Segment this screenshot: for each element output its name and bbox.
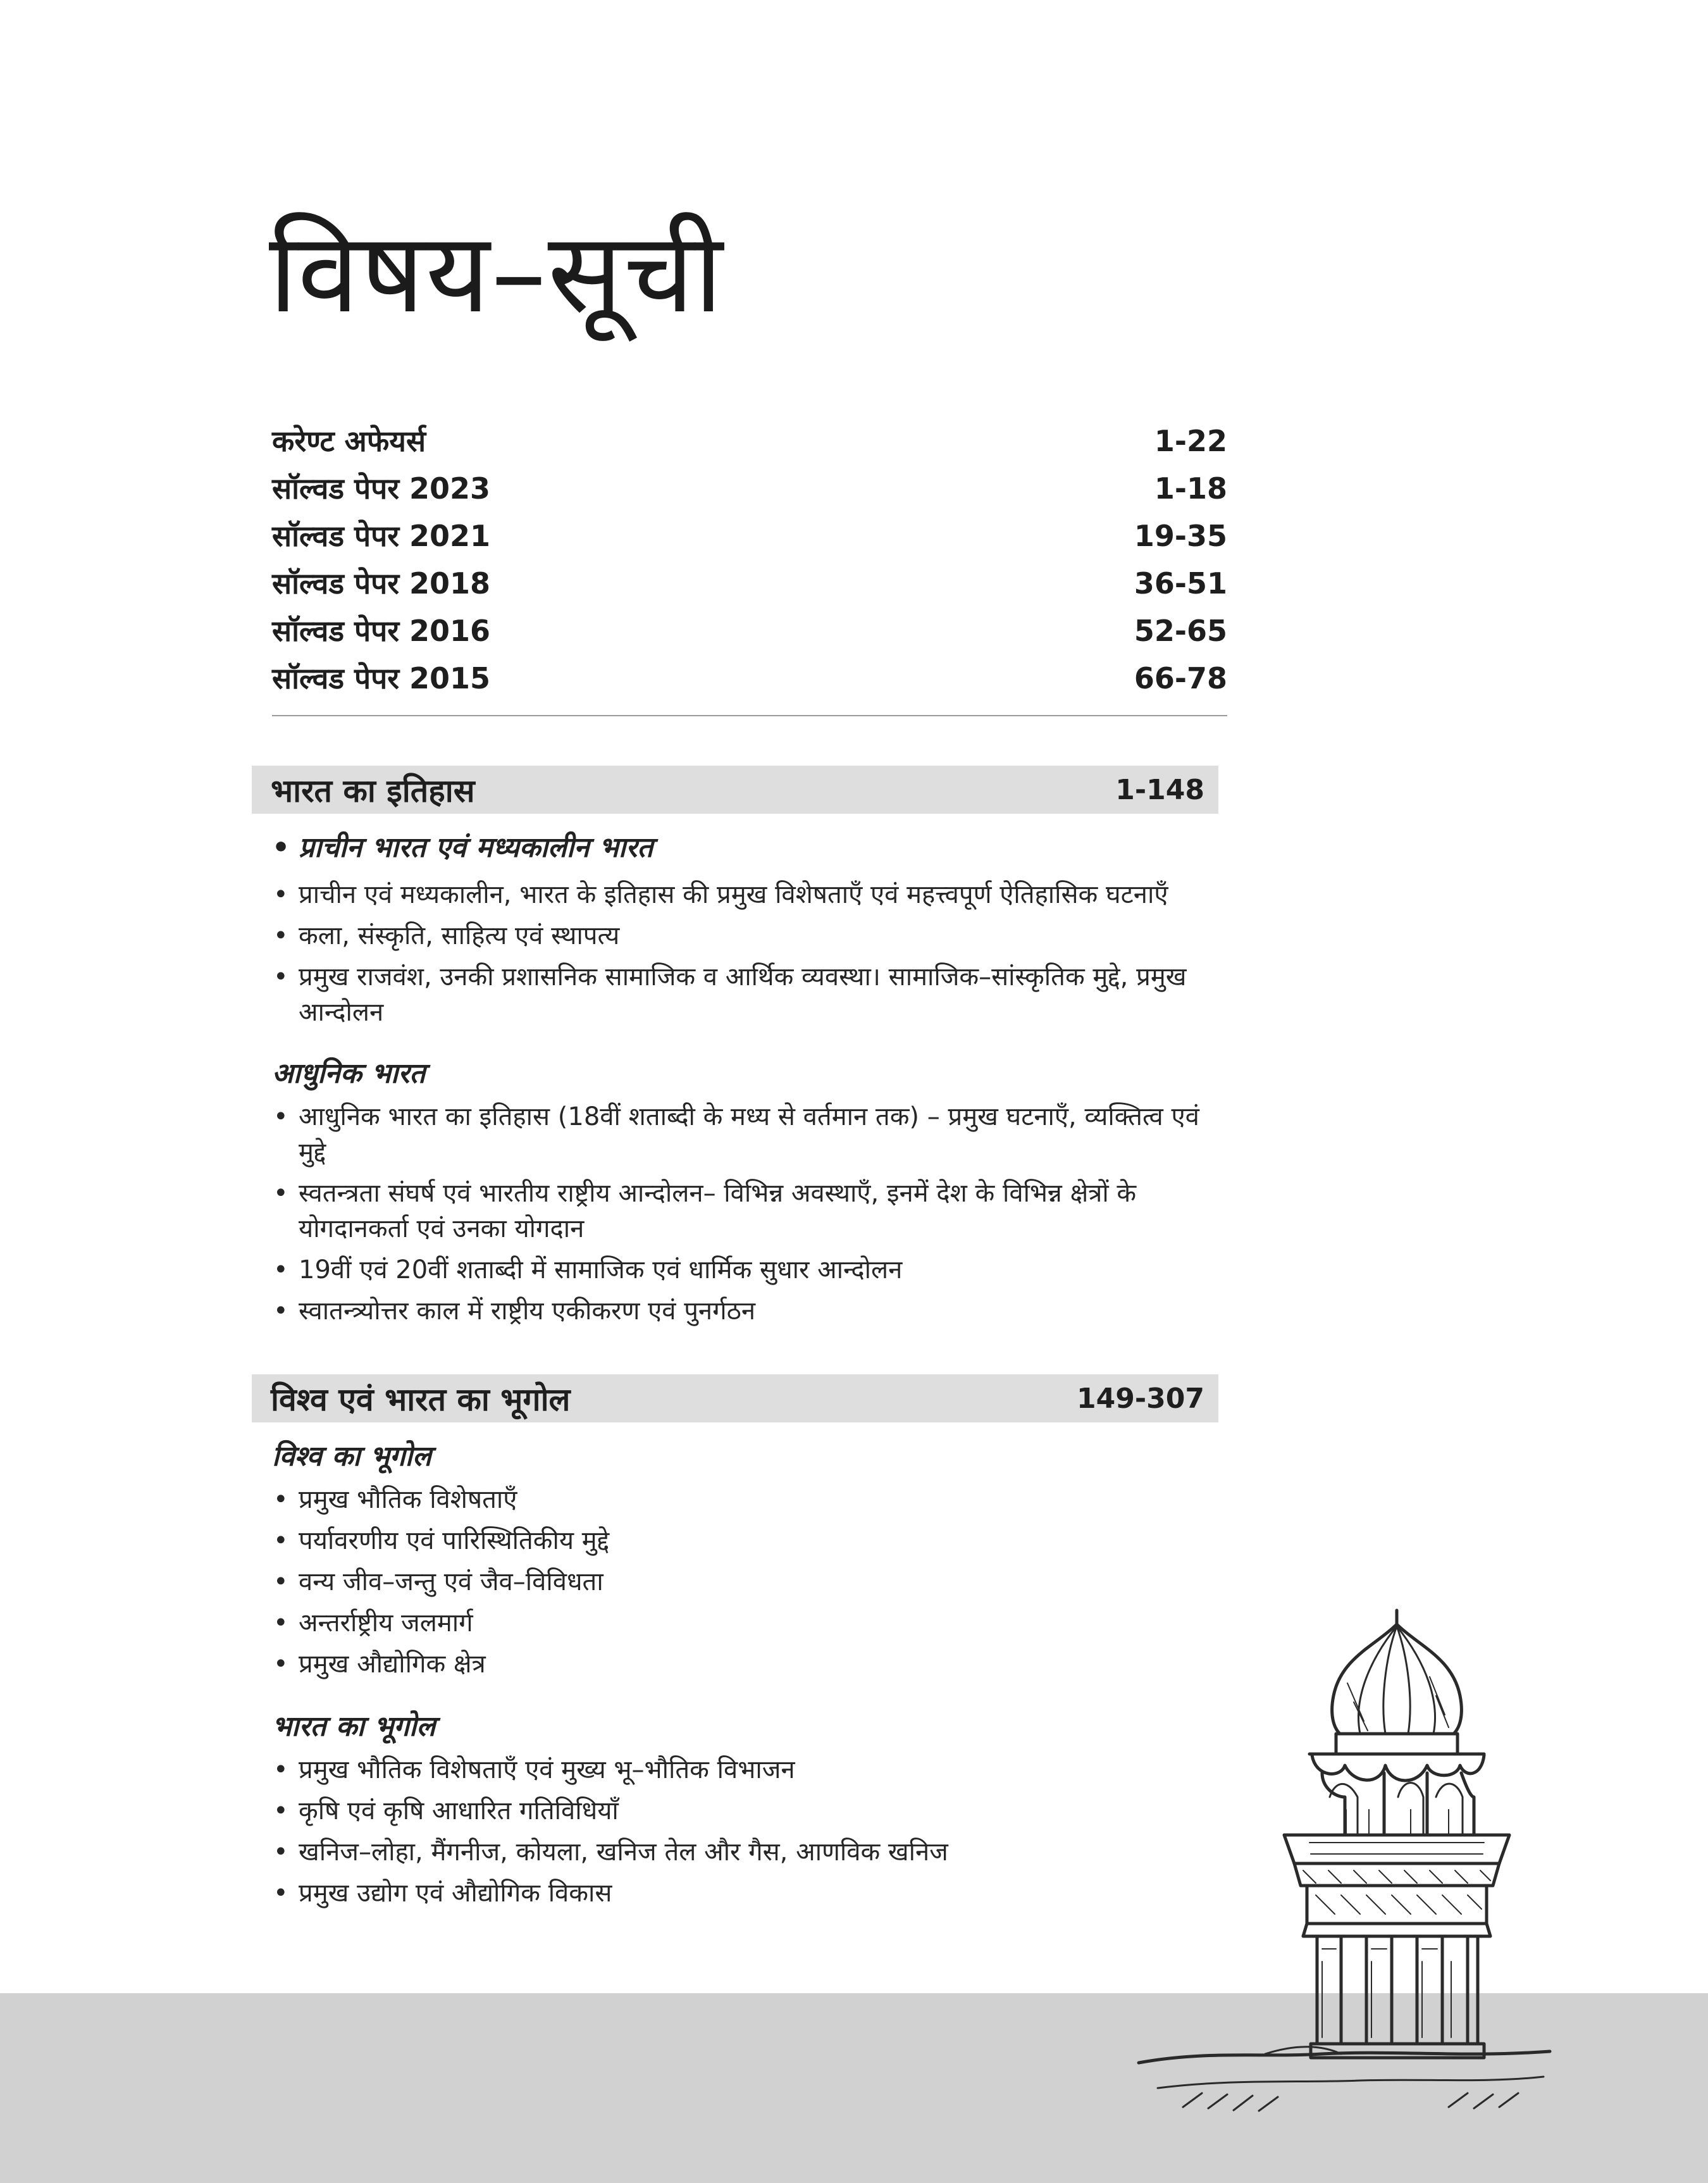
history-modern-group bbox=[272, 1054, 1230, 1334]
summary-row[interactable] bbox=[272, 611, 1227, 658]
summary-row[interactable] bbox=[272, 516, 1227, 563]
summary-pages: 1-22 bbox=[1154, 424, 1227, 458]
section-header-history[interactable] bbox=[252, 766, 1218, 814]
list-item: • वन्य जीव–जन्तु एवं जैव–विविधता bbox=[272, 1564, 1230, 1600]
summary-pages: 1-18 bbox=[1154, 471, 1227, 506]
summary-label: सॉल्वड पेपर 2023 bbox=[272, 471, 491, 506]
summary-pages: 52-65 bbox=[1134, 614, 1227, 648]
list-item: • 19वीं एवं 20वीं शताब्दी में सामाजिक एवं धार्मिक सुधार आन्दोलन bbox=[272, 1252, 1230, 1288]
list-item: • कला, संस्कृति, साहित्य एवं स्थापत्य bbox=[272, 918, 1230, 954]
list-item: • प्रमुख भौतिक विशेषताएँ bbox=[272, 1482, 1230, 1517]
list-item: • अन्तर्राष्ट्रीय जलमार्ग bbox=[272, 1605, 1230, 1641]
list-item: • पर्यावरणीय एवं पारिस्थितिकीय मुद्दे bbox=[272, 1523, 1230, 1558]
section-pages: 149-307 bbox=[1077, 1382, 1204, 1415]
list-item: • स्वातन्त्र्योत्तर काल में राष्ट्रीय एकीकरण एवं पुनर्गठन bbox=[272, 1293, 1230, 1329]
page-title: विषय–सूची bbox=[269, 209, 724, 338]
section-title: विश्व एवं भारत का भूगोल bbox=[271, 1381, 571, 1418]
geography-world-group bbox=[272, 1436, 1230, 1688]
summary-pages: 19-35 bbox=[1134, 519, 1227, 553]
topic-list bbox=[272, 1752, 1230, 1911]
summary-row[interactable] bbox=[272, 563, 1227, 611]
summary-pages: 36-51 bbox=[1134, 566, 1227, 600]
summary-label: सॉल्वड पेपर 2018 bbox=[272, 566, 491, 600]
summary-label: सॉल्वड पेपर 2015 bbox=[272, 661, 491, 695]
subsection-heading: भारत का भूगोल bbox=[272, 1710, 436, 1743]
summary-label: करेण्ट अफेयर्स bbox=[272, 424, 426, 458]
summary-row[interactable] bbox=[272, 468, 1227, 516]
summary-row[interactable] bbox=[272, 421, 1227, 468]
subsection-heading: विश्व का भूगोल bbox=[272, 1440, 431, 1472]
summary-label: सॉल्वड पेपर 2021 bbox=[272, 519, 491, 553]
section-header-geography[interactable] bbox=[252, 1374, 1218, 1422]
list-item: • खनिज–लोहा, मैंगनीज, कोयला, खनिज तेल और गैस, आणविक खनिज bbox=[272, 1834, 1230, 1870]
list-item: • प्रमुख राजवंश, उनकी प्रशासनिक सामाजिक व आर्थिक व्यवस्था। सामाजिक–सांस्कृतिक मुद्दे, प्रमुख आन्दोलन bbox=[272, 959, 1230, 1030]
section-pages: 1-148 bbox=[1115, 773, 1204, 806]
subsection-heading: आधुनिक भारत bbox=[272, 1057, 426, 1090]
history-ancient-group bbox=[272, 828, 1230, 1036]
section-title: भारत का इतिहास bbox=[271, 773, 475, 809]
topic-list bbox=[272, 1099, 1230, 1329]
summary-list bbox=[272, 421, 1227, 706]
summary-row[interactable] bbox=[272, 658, 1227, 706]
geography-india-group bbox=[272, 1707, 1230, 1917]
divider bbox=[272, 715, 1227, 716]
summary-pages: 66-78 bbox=[1134, 661, 1227, 695]
list-item: • स्वतन्त्रता संघर्ष एवं भारतीय राष्ट्रीय आन्दोलन– विभिन्न अवस्थाएँ, इनमें देश के विभिन्न क्षेत्रों के योगदानकर्ता एवं उनका योगदान bbox=[272, 1176, 1230, 1247]
summary-label: सॉल्वड पेपर 2016 bbox=[272, 614, 491, 648]
monument-dome-illustration-icon bbox=[1132, 1607, 1563, 2177]
list-item: • आधुनिक भारत का इतिहास (18वीं शताब्दी के मध्य से वर्तमान तक) – प्रमुख घटनाएँ, व्यक्तित्व एवं मुद्दे bbox=[272, 1099, 1230, 1170]
list-item: • प्राचीन एवं मध्यकालीन, भारत के इतिहास की प्रमुख विशेषताएँ एवं महत्त्वपूर्ण ऐतिहासिक घटनाएँ bbox=[272, 877, 1230, 912]
list-item: • प्रमुख उद्योग एवं औद्योगिक विकास bbox=[272, 1875, 1230, 1911]
list-item: • प्रमुख भौतिक विशेषताएँ एवं मुख्य भू–भौतिक विभाजन bbox=[272, 1752, 1230, 1788]
list-item: • प्रमुख औद्योगिक क्षेत्र bbox=[272, 1646, 1230, 1682]
topic-list bbox=[272, 1482, 1230, 1682]
topic-list bbox=[272, 877, 1230, 1030]
subsection-heading: • प्राचीन भारत एवं मध्यकालीन भारत bbox=[272, 828, 1230, 868]
list-item: • कृषि एवं कृषि आधारित गतिविधियाँ bbox=[272, 1793, 1230, 1829]
